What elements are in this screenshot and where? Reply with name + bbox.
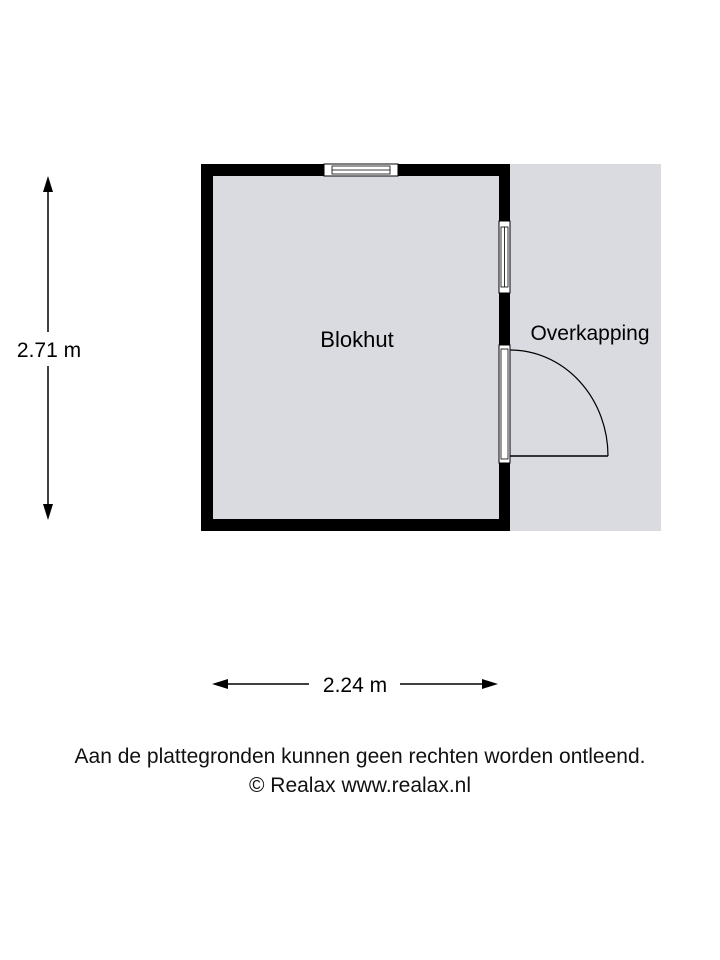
wall-right-top [499,164,510,221]
window-right [499,221,510,293]
room-label-overkapping: Overkapping [530,322,650,345]
window-top [324,164,398,176]
room-label-blokhut: Blokhut [320,327,394,352]
wall-top-left [201,164,324,176]
copyright-text: © Realax www.realax.nl [248,774,472,797]
dimension-height-label: 2.71 m [16,339,82,362]
wall-right-bottom [499,463,510,531]
wall-bottom [201,519,510,531]
overkapping-floor [510,164,661,531]
wall-left [201,164,213,531]
wall-right-middle [499,293,510,345]
wall-top-right [398,164,510,176]
dimension-width-label: 2.24 m [322,674,388,697]
disclaimer-text: Aan de plattegronden kunnen geen rechten worden ontleend. [74,745,646,768]
